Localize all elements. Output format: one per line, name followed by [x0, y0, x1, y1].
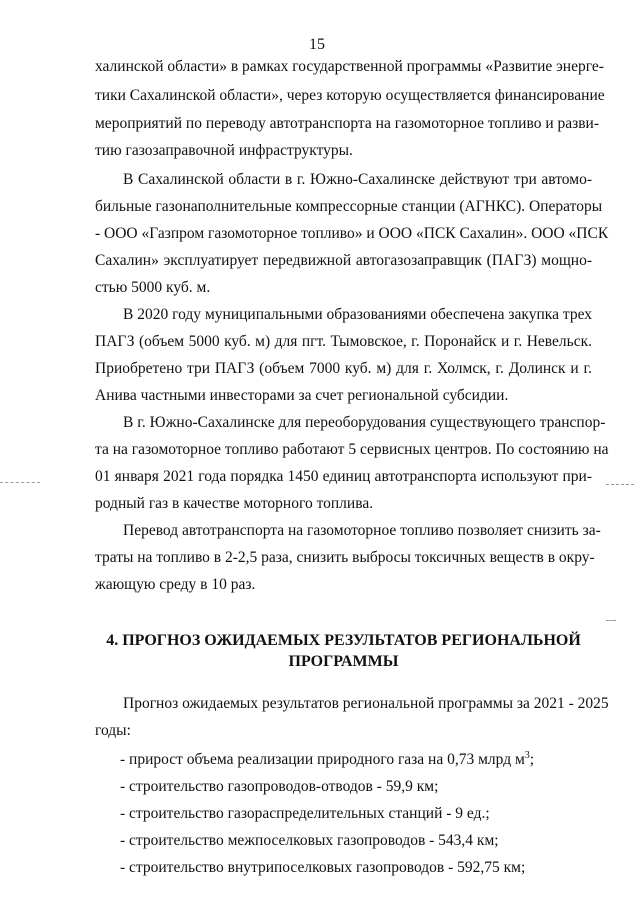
paragraph-1-line-3: мероприятий по переводу автотранспорта на газомоторное топливо и разви- [95, 115, 600, 132]
paragraph-2-line-4: Сахалин» эксплуатирует передвижной автогазозаправщик (ПАГЗ) мощно- [95, 252, 592, 269]
superscript: 3 [524, 749, 530, 761]
paragraph-4-line-4: родный газ в качестве моторного топлива. [95, 495, 374, 512]
intro-line-1: Прогноз ожидаемых результатов региональной программы за 2021 - 2025 [123, 695, 609, 712]
page-number: 15 [309, 36, 325, 53]
scan-edge-mark-left [0, 482, 40, 483]
paragraph-1-line-2: тики Сахалинской области», через которую осуществляется финансирование [95, 87, 605, 104]
paragraph-2-line-5: стью 5000 куб. м. [95, 279, 211, 296]
paragraph-3-line-2: ПАГЗ (объем 5000 куб. м) для пгт. Тымовское, г. Поронайск и г. Невельск. [95, 333, 592, 350]
paragraph-1-line-1: халинской области» в рамках государственной программы «Развитие энерге- [95, 58, 604, 75]
paragraph-3-line-4: Анива частными инвесторами за счет региональной субсидии. [95, 387, 509, 404]
list-item-branch-pipelines: - строительство газопроводов-отводов - 59,9 км; [120, 778, 439, 795]
paragraph-3-line-3: Приобретено три ПАГЗ (объем 7000 куб. м) для г. Холмск, г. Долинск и г. [95, 360, 592, 377]
paragraph-5-line-3: жающую среду в 10 раз. [95, 576, 256, 593]
paragraph-4-line-1: В г. Южно-Сахалинске для переоборудования существующего транспор- [123, 414, 606, 431]
list-item-gas-sales-growth [120, 750, 534, 770]
list-item-intrasettlement-pipelines: - строительство внутрипоселковых газопроводов - 592,75 км; [120, 859, 526, 876]
list-item-text: - прирост объема реализации природного газа на 0,73 млрд м [120, 751, 525, 768]
paragraph-1-line-4: тию газозаправочной инфраструктуры. [95, 142, 353, 159]
paragraph-2-line-3: - ООО «Газпром газомоторное топливо» и ООО «ПСК Сахалин». ООО «ПСК [95, 225, 609, 242]
paragraph-5-line-1: Перевод автотранспорта на газомоторное топливо позволяет снизить за- [123, 522, 601, 539]
scan-edge-mark-right [606, 484, 634, 485]
scan-edge-mark-right-lower [606, 620, 616, 621]
section-heading-line-1: 4. ПРОГНОЗ ОЖИДАЕМЫХ РЕЗУЛЬТАТОВ РЕГИОНАЛЬНОЙ [106, 632, 581, 649]
paragraph-5-line-2: траты на топливо в 2-2,5 раза, снизить выбросы токсичных веществ в окру- [95, 549, 595, 566]
paragraph-4-line-2: та на газомоторное топливо работают 5 сервисных центров. По состоянию на [95, 441, 609, 458]
section-heading-line-2: ПРОГРАММЫ [288, 653, 399, 670]
list-item-intersettlement-pipelines: - строительство межпоселковых газопроводов - 543,4 км; [120, 832, 499, 849]
list-item-tail: ; [529, 751, 535, 768]
intro-line-2: годы: [95, 722, 131, 739]
list-item-distribution-stations: - строительство газораспределительных станций - 9 ед.; [120, 805, 490, 822]
paragraph-2-line-1: В Сахалинской области в г. Южно-Сахалинске действуют три автомо- [123, 171, 592, 188]
paragraph-3-line-1: В 2020 году муниципальными образованиями обеспечена закупка трех [123, 306, 592, 323]
paragraph-2-line-2: бильные газонаполнительные компрессорные станции (АГНКС). Операторы [95, 198, 603, 215]
paragraph-4-line-3: 01 января 2021 года порядка 1450 единиц автотранспорта используют при- [95, 468, 592, 485]
